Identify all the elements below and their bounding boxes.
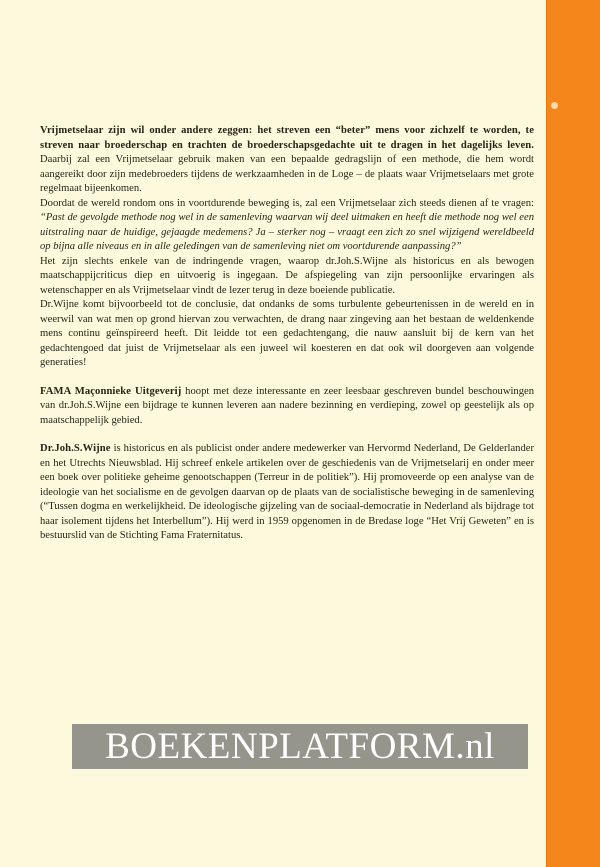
- question-paragraph: [40, 197, 534, 255]
- publisher-paragraph: [40, 385, 534, 429]
- author-bio-paragraph: [40, 442, 534, 544]
- publisher-name: FAMA Maçonnieke Uitgeverij: [40, 385, 182, 397]
- author-bio-text: is historicus en als publicist onder andere medewerker van Hervormd Nederland, De Gelderlander en het Utrechts Nieuwsblad. Hij schreef enkele artikelen over de geschiedenis van de Vrijmetselarij en onder meer een boek over politieke geheime genootschappen (Terreur in de politiek”). Hij promoveerde op een analyse van de ideologie van het socialisme en de gevolgen daarvan op de plaats van de socialistische beweging in de samenleving (“Tussen dogma en werkelijkheid. De ideologische gijzeling van de sociaal-democratie in Nederland als bijdrage tot haar isolement tijdens het Interbellum”). Hij werd in 1959 opgenomen in de Bredase loge “Het Vrij Geweten” en is bestuurslid van de Stichting Fama Fraternitatus.: [40, 443, 534, 541]
- question-lead: Doordat de wereld rondom ons in voortdurende beweging is, zal een Vrijmetselaar zich steeds dienen af te vragen:: [40, 197, 534, 209]
- conclusion-paragraph: Dr.Wijne komt bijvoorbeeld tot de conclusie, dat ondanks de soms turbulente gebeurtenissen in de wereld en in weerwil van wat men op grond hiervan zou verwachten, de drang naar zingeving aan het bestaan de weldenkende mens continu geïnspireerd heeft. Dit leidde tot een gedachtengang, die nauw aansluit bij de kern van het gedachtengoed dat juist de Vrijmetselaar als een juweel wil koesteren en dat ook wil doorgeven aan volgende generaties!: [40, 299, 534, 368]
- question-quote: “Past de gevolgde methode nog wel in de samenleving waarvan wij deel uitmaken en heeft die methode nog wel een uitstraling naar de huidige, gejaagde medemens? Ja – sterker nog – vraagt een zich zo snel wijzigend wereldbeeld op bijna alle niveaus en in alle geledingen van de samenleving niet om voortdurende aanpassing?”: [40, 212, 534, 252]
- author-intro-paragraph: Het zijn slechts enkele van de indringende vragen, waarop dr.Joh.S.Wijne als historicus en als bewogen maatschappijcriticus diep en uitvoerig is ingegaan. De afspiegeling van zijn persoonlijke ervaringen als wetenschapper en als Vrijmetselaar vindt de lezer terug in deze boeiende publicatie.: [40, 255, 534, 296]
- intro-paragraph: [40, 124, 534, 197]
- back-cover-text: [40, 124, 534, 544]
- stripe-dot: [551, 102, 558, 109]
- author-name: Dr.Joh.S.Wijne: [40, 443, 111, 454]
- orange-spine-stripe: [546, 0, 600, 867]
- watermark: BOEKENPLATFORM.nl: [72, 724, 528, 769]
- intro-text: Daarbij zal een Vrijmetselaar gebruik maken van een bepaalde gedragslijn of een methode, die hem wordt aangereikt door zijn medebroeders tijdens de werkzaamheden in de Loge – de plaats waar Vrijmetselaars met grote regelmaat bijeenkomen.: [40, 154, 534, 194]
- intro-bold: Vrijmetselaar zijn wil onder andere zeggen: het streven een “beter” mens voor zichzelf te worden, te streven naar broederschap en trachten de broederschapsgedachte uit te dragen in het dagelijks leven.: [40, 125, 534, 151]
- publisher-text: hoopt met deze interessante en zeer leesbaar geschreven bundel beschouwingen van dr.Joh.S.Wijne een bijdrage te kunnen leveren aan nadere bezinning en verdieping, zowel op geestelijk als op maatschappelijk gebied.: [40, 385, 535, 426]
